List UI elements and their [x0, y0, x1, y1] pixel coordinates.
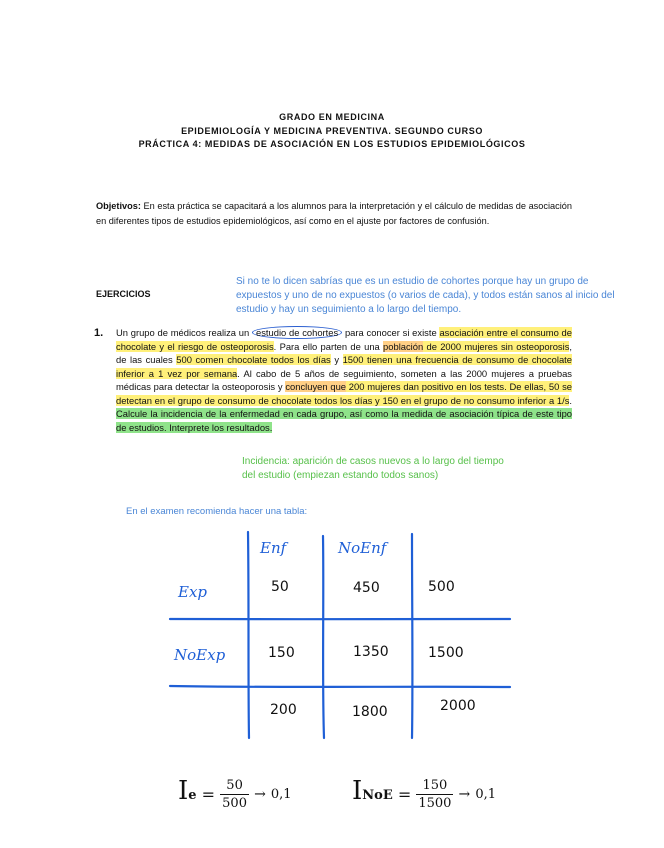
ex-text-2: para conocer si existe: [342, 327, 440, 338]
practice-title: PRÁCTICA 4: MEDIDAS DE ASOCIACIÓN EN LOS ESTUDIOS EPIDEMIOLÓGICOS: [138, 139, 526, 149]
grid-line-v1: [248, 532, 249, 738]
grid-line-h1: [170, 619, 510, 620]
formula-ie-symbol: I: [178, 776, 189, 806]
exam-note: En el examen recomienda hacer una tabla:: [126, 506, 308, 517]
ex-text-1: Un grupo de médicos realiza un: [116, 327, 253, 338]
table-cell: 1800: [352, 704, 388, 720]
highlight-unexposed: 1500 tienen una frecuencia de consumo de chocolate inferior a 1 vez por semana: [116, 354, 572, 379]
ex-text-4: , de las cuales: [116, 340, 572, 365]
formula-inoe-numerator: 150: [416, 777, 453, 795]
formula-incidence-exposed: [178, 776, 292, 812]
ex-text-3: . Para ello parten de una: [273, 340, 384, 352]
objectives-text: En esta práctica se capacitará a los alumnos para la interpretación y el cálculo de medidas de asociación en diferentes tipos de estudios epidemiológicos, así como en el ajuste por factores de confusión.: [96, 201, 572, 226]
highlight-women: de 2000 mujeres sin osteoporosis: [423, 340, 570, 352]
highlight-association: asociación entre el consumo de chocolate y el riesgo de osteoporosis: [116, 327, 572, 352]
equals-sign: =: [201, 785, 216, 804]
table-cell: 1500: [428, 645, 464, 661]
formula-inoe-fraction: [416, 777, 453, 812]
circled-study-type: estudio de cohortes: [252, 326, 342, 339]
grid-line-h2: [170, 686, 510, 687]
col-header-enf: Enf: [260, 539, 287, 557]
grid-line-v2: [323, 536, 324, 738]
formula-inoe-symbol: I: [352, 776, 363, 806]
ex-text-6: . Al cabo de 5 años de seguimiento, someten a las 2000 mujeres a pruebas médicas para detectar la osteoporosis y: [116, 367, 572, 392]
formula-ie-denominator: 500: [222, 796, 247, 811]
highlight-exposed: 500 comen chocolate todos los días: [176, 354, 331, 365]
objectives-paragraph: [96, 199, 572, 229]
table-cell: 50: [271, 579, 289, 595]
formula-ie-numerator: 50: [220, 777, 249, 795]
table-cell: 450: [353, 580, 380, 596]
row-header-noexp: NoExp: [174, 646, 226, 664]
formula-ie-result: 0,1: [270, 787, 292, 802]
arrow-icon: →: [254, 786, 266, 803]
exercise-statement: [116, 326, 572, 434]
document-title: GRADO EN MEDICINA: [279, 112, 385, 122]
table-cell: 200: [270, 702, 297, 718]
ex-text-5: y: [330, 354, 343, 365]
incidence-note: Incidencia: aparición de casos nuevos a lo largo del tiempo del estudio (empiezan estando todos sanos): [242, 456, 504, 481]
table-cell: 2000: [440, 698, 476, 714]
exercises-heading: EJERCICIOS: [96, 289, 151, 299]
col-header-noenf: NoEnf: [338, 539, 387, 557]
table-cell: 1350: [353, 644, 389, 660]
formula-inoe-result: 0,1: [475, 787, 497, 802]
highlight-question: Calcule la incidencia de la enfermedad en cada grupo, así como la medida de asociación típica de este tipo de estudios. Interprete los resultados.: [116, 408, 572, 433]
highlight-conclude: concluyen que: [285, 381, 346, 392]
exercise-number: 1.: [94, 327, 104, 339]
highlight-results: 200 mujeres dan positivo en los tests. De ellas, 50 se detectan en el grupo de consumo de chocolate todos los días y 150 en el grupo de no consumo inferior a 1/s: [116, 381, 572, 406]
formula-ie-fraction: [220, 777, 249, 812]
formula-ie-subscript: e: [188, 788, 197, 803]
arrow-icon: →: [458, 786, 471, 803]
course-subtitle: EPIDEMIOLOGÍA Y MEDICINA PREVENTIVA. SEGUNDO CURSO: [181, 126, 483, 136]
cohort-note: Si no te lo dicen sabrías que es un estudio de cohortes porque hay un grupo de expuestos y uno de no expuestos (o varios de cada), y todos están sanos al inicio del estudio y hay un seguimiento a lo largo del tiempo.: [236, 276, 615, 315]
row-header-exp: Exp: [178, 583, 208, 601]
ex-text-7: .: [569, 394, 572, 406]
equals-sign: =: [397, 785, 412, 804]
table-cell: 500: [428, 579, 455, 595]
formula-incidence-unexposed: [352, 776, 496, 812]
table-cell: 150: [268, 645, 295, 661]
highlight-population: población: [383, 340, 424, 352]
objectives-label: Objetivos:: [96, 201, 141, 211]
formula-inoe-denominator: 1500: [418, 796, 452, 811]
formula-inoe-subscript: NoE: [362, 788, 393, 803]
